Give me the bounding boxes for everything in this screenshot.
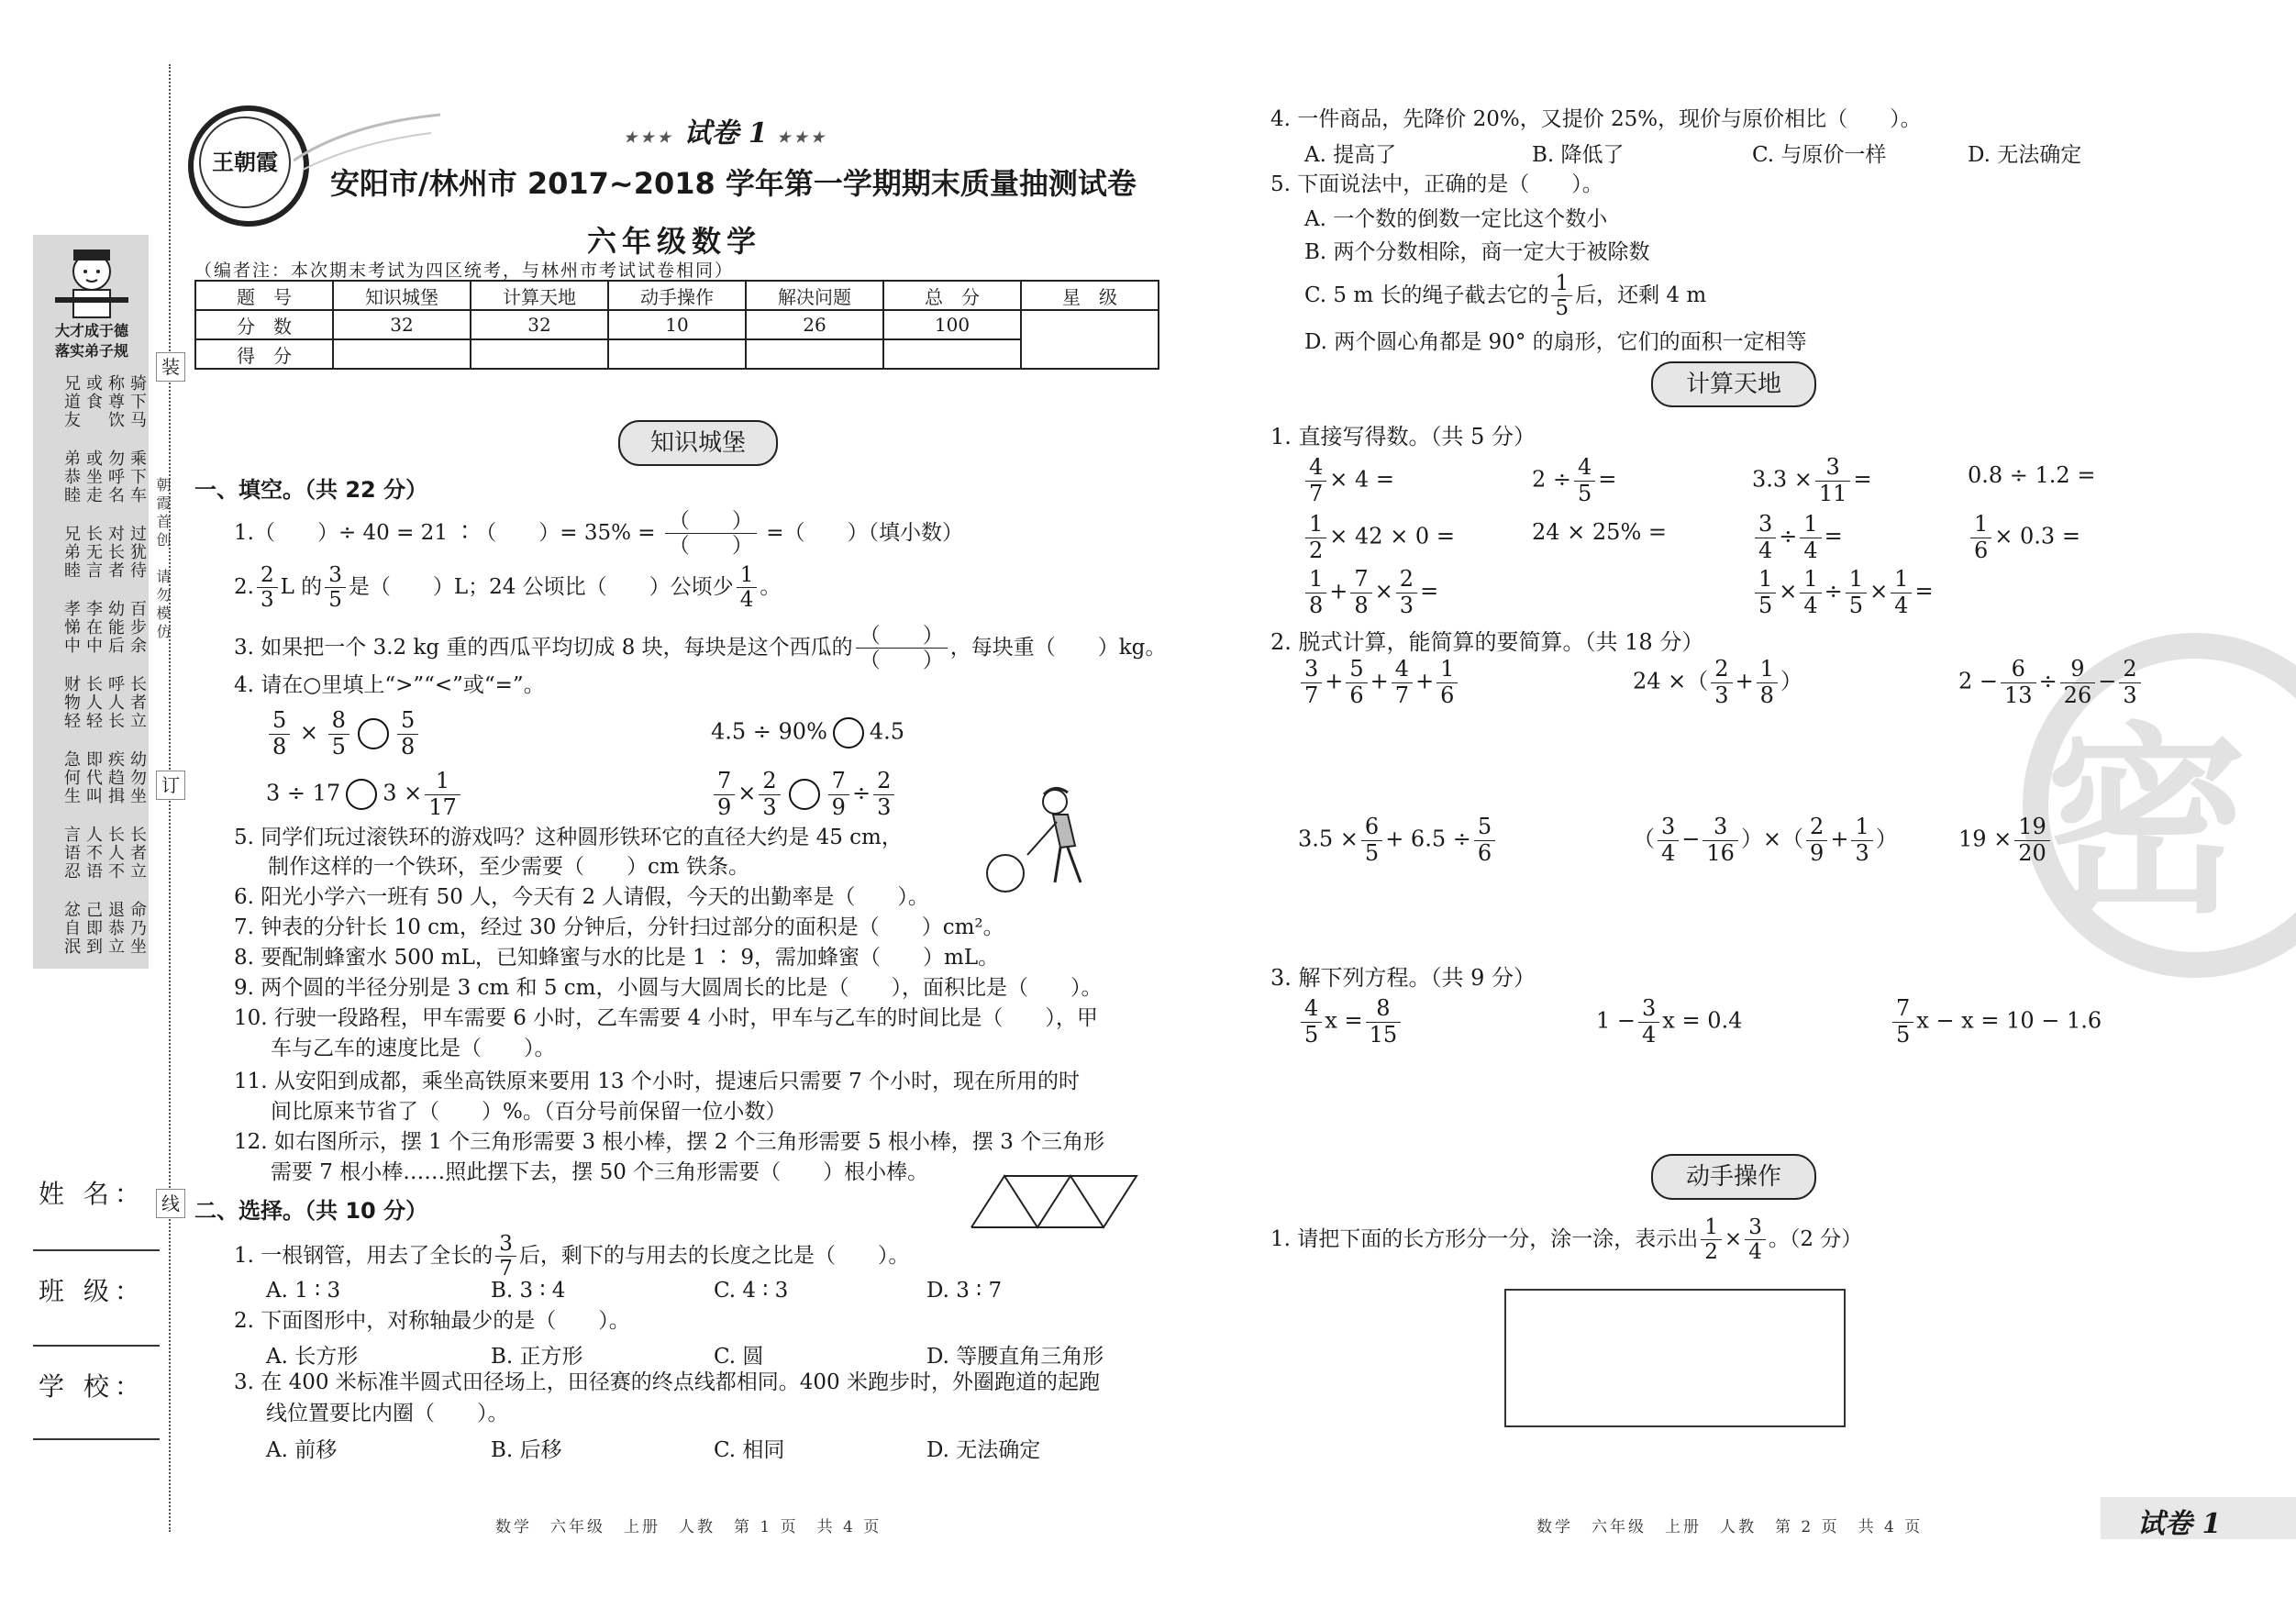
calc-item: 2 − $\frac{6}{13}$ ÷ $\frac{9}{26}$ − $\frac{2}{3}$ xyxy=(1958,657,2144,708)
option-c[interactable]: C. 相同 xyxy=(714,1438,785,1462)
points-cell: 100 xyxy=(883,310,1021,339)
motto-column: 忿自泯 xyxy=(61,901,81,956)
choice-heading: 二、选择。（共 10 分） xyxy=(194,1198,428,1224)
calc-item: $\frac{1}{2}$ × 42 × 0 = xyxy=(1303,512,1455,563)
motto-column: 兄道友 xyxy=(61,374,81,429)
option-a[interactable]: A. 一个数的倒数一定比这个数小 xyxy=(1304,207,1608,231)
motto-column: 骑下马 xyxy=(128,374,147,429)
row-label: 分 数 xyxy=(195,310,333,339)
option-d[interactable]: D. 等腰直角三角形 xyxy=(926,1345,1104,1369)
copyright-note: 请勿模仿 xyxy=(154,569,172,642)
motto-column: 对长者 xyxy=(105,525,125,580)
option-a[interactable]: A. 长方形 xyxy=(266,1345,359,1369)
motto-column: 退恭立 xyxy=(105,901,125,956)
editor-note: （编者注：本次期末考试为四区统考，与林州市考试试卷相同） xyxy=(194,261,735,281)
corner-paper-number: 试卷 1 xyxy=(2137,1508,2222,1540)
motto-column: 或坐走 xyxy=(83,449,103,505)
question-10: 10. 行驶一段路程，甲车需要 6 小时，乙车需要 4 小时，甲车与乙车的时间比是（ ），甲 xyxy=(234,1006,1098,1030)
calc-1-heading: 1. 直接写得数。（共 5 分） xyxy=(1270,424,1536,449)
option-c[interactable]: C. 5 m 长的绳子截去它的 $\frac{1}{5}$ 后，还剩 4 m xyxy=(1304,272,1707,321)
section-title-knowledge: 知识城堡 xyxy=(618,420,778,466)
calc-item: 24 × 25% = xyxy=(1532,519,1667,545)
calc-item: $\frac{1}{5}$ × $\frac{1}{4}$ ÷ $\frac{1}{5}$ × $\frac{1}{4}$ = xyxy=(1752,567,1934,618)
equation-item: $\frac{7}{5}$ x − x = 10 − 1.6 xyxy=(1890,996,2102,1048)
calc-item: 3.5 × $\frac{6}{5}$ + 6.5 ÷ $\frac{5}{6}$ xyxy=(1298,815,1498,866)
question-5: 5. 同学们玩过滚铁环的游戏吗？这种圆形铁环它的直径大约是 45 cm， xyxy=(234,826,903,849)
column-header: 解决问题 xyxy=(746,281,883,310)
brand-logo-text: 王朝霞 xyxy=(199,116,291,208)
question-11-cont: 间比原来节省了（ ）%。（百分号前保留一位小数） xyxy=(271,1100,787,1124)
fill-in-heading: 一、填空。（共 22 分） xyxy=(194,477,428,503)
choice-5: 5. 下面说法中，正确的是（ ）。 xyxy=(1270,172,1603,196)
score-cell[interactable] xyxy=(608,339,746,369)
calc-item: 2 ÷ $\frac{4}{5}$ = xyxy=(1532,454,1617,506)
copyright-note: 朝霞首创 xyxy=(154,477,172,550)
equation-item: 1 − $\frac{3}{4}$ x = 0.4 xyxy=(1596,995,1743,1048)
table-row xyxy=(195,339,1159,369)
option-c[interactable]: C. 4 ∶ 3 xyxy=(714,1279,789,1303)
question-8: 8. 要配制蜂蜜水 500 mL，已知蜂蜜与水的比是 1 ∶ 9，需加蜂蜜（ ）mL。 xyxy=(234,946,1000,970)
column-header: 动手操作 xyxy=(608,281,746,310)
question-6: 6. 阳光小学六一班有 50 人，今天有 2 人请假，今天的出勤率是（ ）。 xyxy=(234,885,929,909)
calc-3-heading: 3. 解下列方程。（共 9 分） xyxy=(1270,965,1536,991)
points-cell: 26 xyxy=(746,310,883,339)
option-b[interactable]: B. 两个分数相除，商一定大于被除数 xyxy=(1304,240,1650,264)
motto-column: 己即到 xyxy=(83,901,103,956)
option-a[interactable]: A. 1 ∶ 3 xyxy=(266,1279,341,1303)
motto-column: 长无言 xyxy=(83,525,103,580)
option-c[interactable]: C. 与原价一样 xyxy=(1752,143,1887,167)
subject-title: 六年级数学 xyxy=(587,224,762,259)
compare-item: 4.5 ÷ 90% 4.5 xyxy=(711,717,904,749)
option-b[interactable]: B. 后移 xyxy=(491,1438,562,1462)
motto-column: 勿呼名 xyxy=(105,449,125,505)
calc-item: 0.8 ÷ 1.2 = xyxy=(1968,462,2096,488)
answer-circle[interactable] xyxy=(789,779,820,810)
score-cell[interactable] xyxy=(883,339,1021,369)
page-footer: 数学 六年级 上册 人教 第 1 页 共 4 页 xyxy=(495,1518,882,1536)
score-cell[interactable] xyxy=(333,339,471,369)
compare-item: 3 ÷ 17 3 × $\frac{1}{17}$ xyxy=(266,769,463,820)
motto-column: 长人轻 xyxy=(83,675,103,730)
star-cell[interactable] xyxy=(1021,310,1159,369)
motto-column: 称尊饮 xyxy=(105,374,125,429)
motto-column: 疾趋揖 xyxy=(105,750,125,805)
question-1: 1.（ ）÷ 40 = 21 ∶（ ）= 35% = $\frac{( )}{( )}$ =（ ）（填小数） xyxy=(234,509,963,559)
calc-item: （ $\frac{3}{4}$ − $\frac{3}{16}$ ）×（ $\frac{2}{9}$ + $\frac{1}{3}$ ） xyxy=(1633,814,1898,866)
option-d[interactable]: D. 无法确定 xyxy=(926,1438,1041,1462)
option-d[interactable]: D. 3 ∶ 7 xyxy=(926,1279,1003,1303)
motto-column: 或食 xyxy=(83,374,103,411)
class-field[interactable] xyxy=(33,1345,160,1347)
page-footer: 数学 六年级 上册 人教 第 2 页 共 4 页 xyxy=(1536,1518,1924,1536)
option-b[interactable]: B. 降低了 xyxy=(1532,143,1625,167)
cut-label: 线 xyxy=(156,1189,185,1218)
scholar-boy-icon xyxy=(42,240,141,328)
shading-rectangle[interactable] xyxy=(1504,1289,1846,1427)
calc-item: 19 × $\frac{19}{20}$ xyxy=(1958,815,2053,866)
school-label: 学 校： xyxy=(39,1371,146,1402)
calc-item: 24 ×（ $\frac{2}{3}$ + $\frac{1}{8}$ ） xyxy=(1633,656,1802,708)
exam-title: 安阳市/林州市 2017~2018 学年第一学期期末质量抽测试卷 xyxy=(330,166,1137,201)
option-b[interactable]: B. 3 ∶ 4 xyxy=(491,1279,566,1303)
answer-circle[interactable] xyxy=(346,779,377,810)
calc-2-heading: 2. 脱式计算，能简算的要简算。（共 18 分） xyxy=(1270,629,1704,655)
score-cell[interactable] xyxy=(471,339,608,369)
question-10-cont: 车与乙车的速度比是（ ）。 xyxy=(271,1037,556,1060)
points-cell: 10 xyxy=(608,310,746,339)
option-a[interactable]: A. 前移 xyxy=(266,1438,338,1462)
calc-item: $\frac{3}{4}$ ÷ $\frac{1}{4}$ = xyxy=(1752,512,1843,563)
motto-column: 长人不 xyxy=(105,826,125,881)
motto-column: 人不语 xyxy=(83,826,103,881)
hoop-rolling-boy-icon xyxy=(972,782,1110,901)
watermark-seal: 密 xyxy=(2046,705,2248,940)
option-d[interactable]: D. 两个圆心角都是 90° 的扇形，它们的面积一定相等 xyxy=(1304,330,1807,354)
motto-column: 孝悌中 xyxy=(61,600,81,655)
row-label: 题 号 xyxy=(195,281,333,310)
column-header: 计算天地 xyxy=(471,281,608,310)
motto-column: 弟恭睦 xyxy=(61,449,81,505)
motto-column: 长者立 xyxy=(128,826,147,881)
calc-item: $\frac{1}{8}$ + $\frac{7}{8}$ × $\frac{2}{3}$ = xyxy=(1303,567,1438,618)
class-label: 班 级： xyxy=(39,1276,146,1306)
option-c[interactable]: C. 圆 xyxy=(714,1345,764,1369)
table-row xyxy=(195,281,1159,310)
motto-column: 言语忍 xyxy=(61,826,81,881)
operation-1: 1. 请把下面的长方形分一分，涂一涂，表示出 $\frac{1}{2}$ × $\frac{3}{4}$ 。（2 分） xyxy=(1270,1215,1863,1265)
row-label: 得 分 xyxy=(195,339,333,369)
option-d[interactable]: D. 无法确定 xyxy=(1968,143,2082,167)
column-header: 知识城堡 xyxy=(333,281,471,310)
option-a[interactable]: A. 提高了 xyxy=(1304,143,1397,167)
question-7: 7. 钟表的分针长 10 cm，经过 30 分钟后，分针扫过部分的面积是（ ）cm²。 xyxy=(234,915,1004,939)
motto-column: 李在中 xyxy=(83,600,103,655)
name-field[interactable] xyxy=(33,1249,160,1251)
triangle-sticks-figure xyxy=(968,1172,1148,1231)
choice-1: 1. 一根钢管，用去了全长的 $\frac{3}{7}$ 后，剩下的与用去的长度之比是（ ）。 xyxy=(234,1232,910,1281)
question-12-cont: 需要 7 根小棒……照此摆下去，摆 50 个三角形需要（ ）根小棒。 xyxy=(271,1160,929,1184)
section-title-calculation: 计算天地 xyxy=(1651,361,1816,407)
score-cell[interactable] xyxy=(746,339,883,369)
motto-column: 财物轻 xyxy=(61,675,81,730)
choice-3: 3. 在 400 米标准半圆式田径场上，田径赛的终点线都相同。400 米跑步时，外圈跑道的起跑 xyxy=(234,1370,1100,1394)
answer-circle[interactable] xyxy=(358,718,389,749)
cut-label: 订 xyxy=(156,771,185,800)
motto-column: 即代叫 xyxy=(83,750,103,805)
question-2: 2. $\frac{2}{3}$ L 的 $\frac{3}{5}$ 是（ ）L；24 公顷比（ ）公顷少 $\frac{1}{4}$ 。 xyxy=(234,563,782,613)
table-row xyxy=(195,310,1159,339)
calc-item: $\frac{4}{7}$ × 4 = xyxy=(1303,455,1394,506)
motto-column: 呼人长 xyxy=(105,675,125,730)
section-title-operation: 动手操作 xyxy=(1651,1154,1816,1200)
calc-item: 3.3 × $\frac{3}{11}$ = xyxy=(1752,454,1872,506)
motto-column: 兄弟睦 xyxy=(61,525,81,580)
option-b[interactable]: B. 正方形 xyxy=(491,1345,583,1369)
motto-column: 乘下车 xyxy=(128,449,147,505)
calc-item: $\frac{1}{6}$ × 0.3 = xyxy=(1968,512,2080,563)
school-field[interactable] xyxy=(33,1438,160,1440)
name-label: 姓 名： xyxy=(39,1179,146,1209)
calc-item: $\frac{3}{7}$ + $\frac{5}{6}$ + $\frac{4}{7}$ + $\frac{1}{6}$ xyxy=(1298,657,1460,708)
equation-item: $\frac{4}{5}$ x = $\frac{8}{15}$ xyxy=(1298,996,1403,1048)
cut-label: 装 xyxy=(156,352,185,382)
paper-number: ★★★ 试卷 1 ★★★ xyxy=(624,117,828,150)
points-cell: 32 xyxy=(471,310,608,339)
motto-column: 急何生 xyxy=(61,750,81,805)
question-4: 4. 请在○里填上“>”“<”或“=”。 xyxy=(234,673,545,697)
motto-title: 大才成于德 落实弟子规 xyxy=(54,322,128,360)
question-9: 9. 两个圆的半径分别是 3 cm 和 5 cm，小圆与大圆周长的比是（ ），面积比是（ ）。 xyxy=(234,976,1103,1000)
column-header: 总 分 xyxy=(883,281,1021,310)
motto-column: 幼勿坐 xyxy=(128,750,147,805)
answer-circle[interactable] xyxy=(833,717,864,749)
motto-column: 幼能后 xyxy=(105,600,125,655)
star-header: 星 级 xyxy=(1021,281,1159,310)
score-table xyxy=(194,280,1159,370)
question-11: 11. 从安阳到成都，乘坐高铁原来要用 13 个小时，提速后只需要 7 个小时，现在所用的时 xyxy=(234,1070,1081,1093)
choice-3-cont: 线位置要比内圈（ ）。 xyxy=(266,1402,509,1425)
motto-column: 长者立 xyxy=(128,675,147,730)
compare-item: $\frac{7}{9}$ × $\frac{2}{3}$ $\frac{7}{9}$ ÷ $\frac{2}{3}$ xyxy=(711,769,897,820)
question-12: 12. 如右图所示，摆 1 个三角形需要 3 根小棒，摆 2 个三角形需要 5 根小棒，摆 3 个三角形 xyxy=(234,1130,1105,1154)
motto-column: 百步余 xyxy=(128,600,147,655)
points-cell: 32 xyxy=(333,310,471,339)
choice-4: 4. 一件商品，先降价 20%，又提价 25%，现价与原价相比（ ）。 xyxy=(1270,107,1922,131)
compare-item: $\frac{5}{8}$ × $\frac{8}{5}$ $\frac{5}{8}$ xyxy=(266,708,421,760)
question-3: 3. 如果把一个 3.2 kg 重的西瓜平均切成 8 块，每块是这个西瓜的 $\frac{( )}{( )}$ ，每块重（ ）kg。 xyxy=(234,624,1167,673)
choice-2: 2. 下面图形中，对称轴最少的是（ ）。 xyxy=(234,1309,630,1333)
question-5-cont: 制作这样的一个铁环，至少需要（ ）cm 铁条。 xyxy=(268,855,750,879)
motto-column: 命乃坐 xyxy=(128,901,147,956)
motto-column: 过犹待 xyxy=(128,525,147,580)
